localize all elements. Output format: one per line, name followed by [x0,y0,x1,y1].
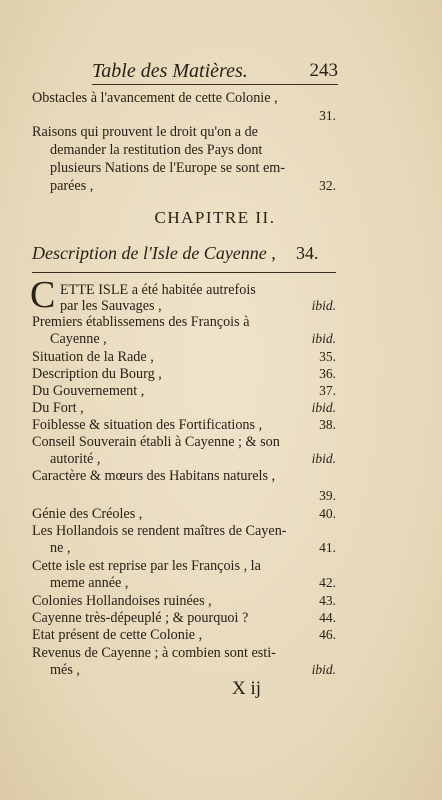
toc-entry-page: ibid. [311,298,336,313]
toc-entry-page: ibid. [311,400,336,415]
toc-entry-text: Obstacles à l'avancement de cette Colonie , [32,90,278,106]
toc-entry-text: Du Gouvernement , [32,383,145,399]
section-rule [32,272,336,273]
toc-entry-text: parées , [50,178,94,194]
toc-entry-page: 31. [319,108,336,123]
header-title: Table des Matières. [92,60,248,82]
toc-entry-page: 42. [319,575,336,590]
toc-entry-text: Situation de la Rade , [32,349,154,365]
toc-entry-page: 46. [319,627,336,642]
toc-entry-page: 41. [319,540,336,555]
chapter-heading: CHAPITRE II. [154,208,276,227]
toc-entry-text: Génie des Créoles , [32,506,143,522]
toc-entry-page: 36. [319,366,336,381]
toc-entry-page: 40. [319,506,336,521]
toc-entry-page: 32. [319,178,336,193]
toc-entry-text: Les Hollandois se rendent maîtres de Cayen- [32,523,287,539]
toc-entry-text: Description du Bourg , [32,366,162,382]
toc-entry-page: 43. [319,593,336,608]
toc-entry-text: par les Sauvages , [60,298,162,314]
toc-entry-text: Foiblesse & situation des Fortifications , [32,417,263,433]
signature-mark: X ij [232,678,262,699]
toc-entry-text: Caractère & mœurs des Habitans naturels , [32,468,276,484]
section-title: Description de l'Isle de Cayenne , [32,243,276,263]
toc-entry-text: Etat présent de cette Colonie , [32,627,203,643]
toc-entry-text: Cette isle est reprise par les François , la [32,558,261,574]
toc-entry-text: Cayenne , [50,331,107,347]
header-page-number: 243 [309,60,338,81]
toc-entry-text: Du Fort , [32,400,84,416]
toc-entry-text: demander la restitution des Pays dont [50,142,263,158]
toc-entry-text: Premiers établissemens des François à [32,314,250,330]
toc-entry-text: Revenus de Cayenne ; à combien sont esti- [32,645,276,661]
toc-entry-page: ibid. [311,662,336,677]
toc-entry-page: 35. [319,349,336,364]
toc-entry-text: Cayenne très-dépeuplé ; & pourquoi ? [32,610,249,626]
toc-entry-page: 39. [319,488,336,503]
toc-entry-text: Conseil Souverain établi à Cayenne ; & son [32,434,280,450]
toc-entry-text: meme année , [50,575,129,591]
toc-entry-text: ETTE ISLE a été habitée autrefois [60,282,256,298]
toc-entry-page: 38. [319,417,336,432]
toc-entry-page: ibid. [311,451,336,466]
toc-entry-page: 37. [319,383,336,398]
toc-entry-text: plusieurs Nations de l'Europe se sont em- [50,160,286,176]
toc-entry-text: Colonies Hollandoises ruinées , [32,593,212,609]
toc-entry-text: Raisons qui prouvent le droit qu'on a de [32,124,258,140]
drop-cap: C [30,274,56,316]
toc-entry-text: més , [50,662,80,678]
toc-entry-page: ibid. [311,331,336,346]
section-page-number: 34. [296,243,319,263]
toc-entry-text: autorité , [50,451,101,467]
toc-entry-page: 44. [319,610,336,625]
toc-entry-text: ne , [50,540,71,556]
